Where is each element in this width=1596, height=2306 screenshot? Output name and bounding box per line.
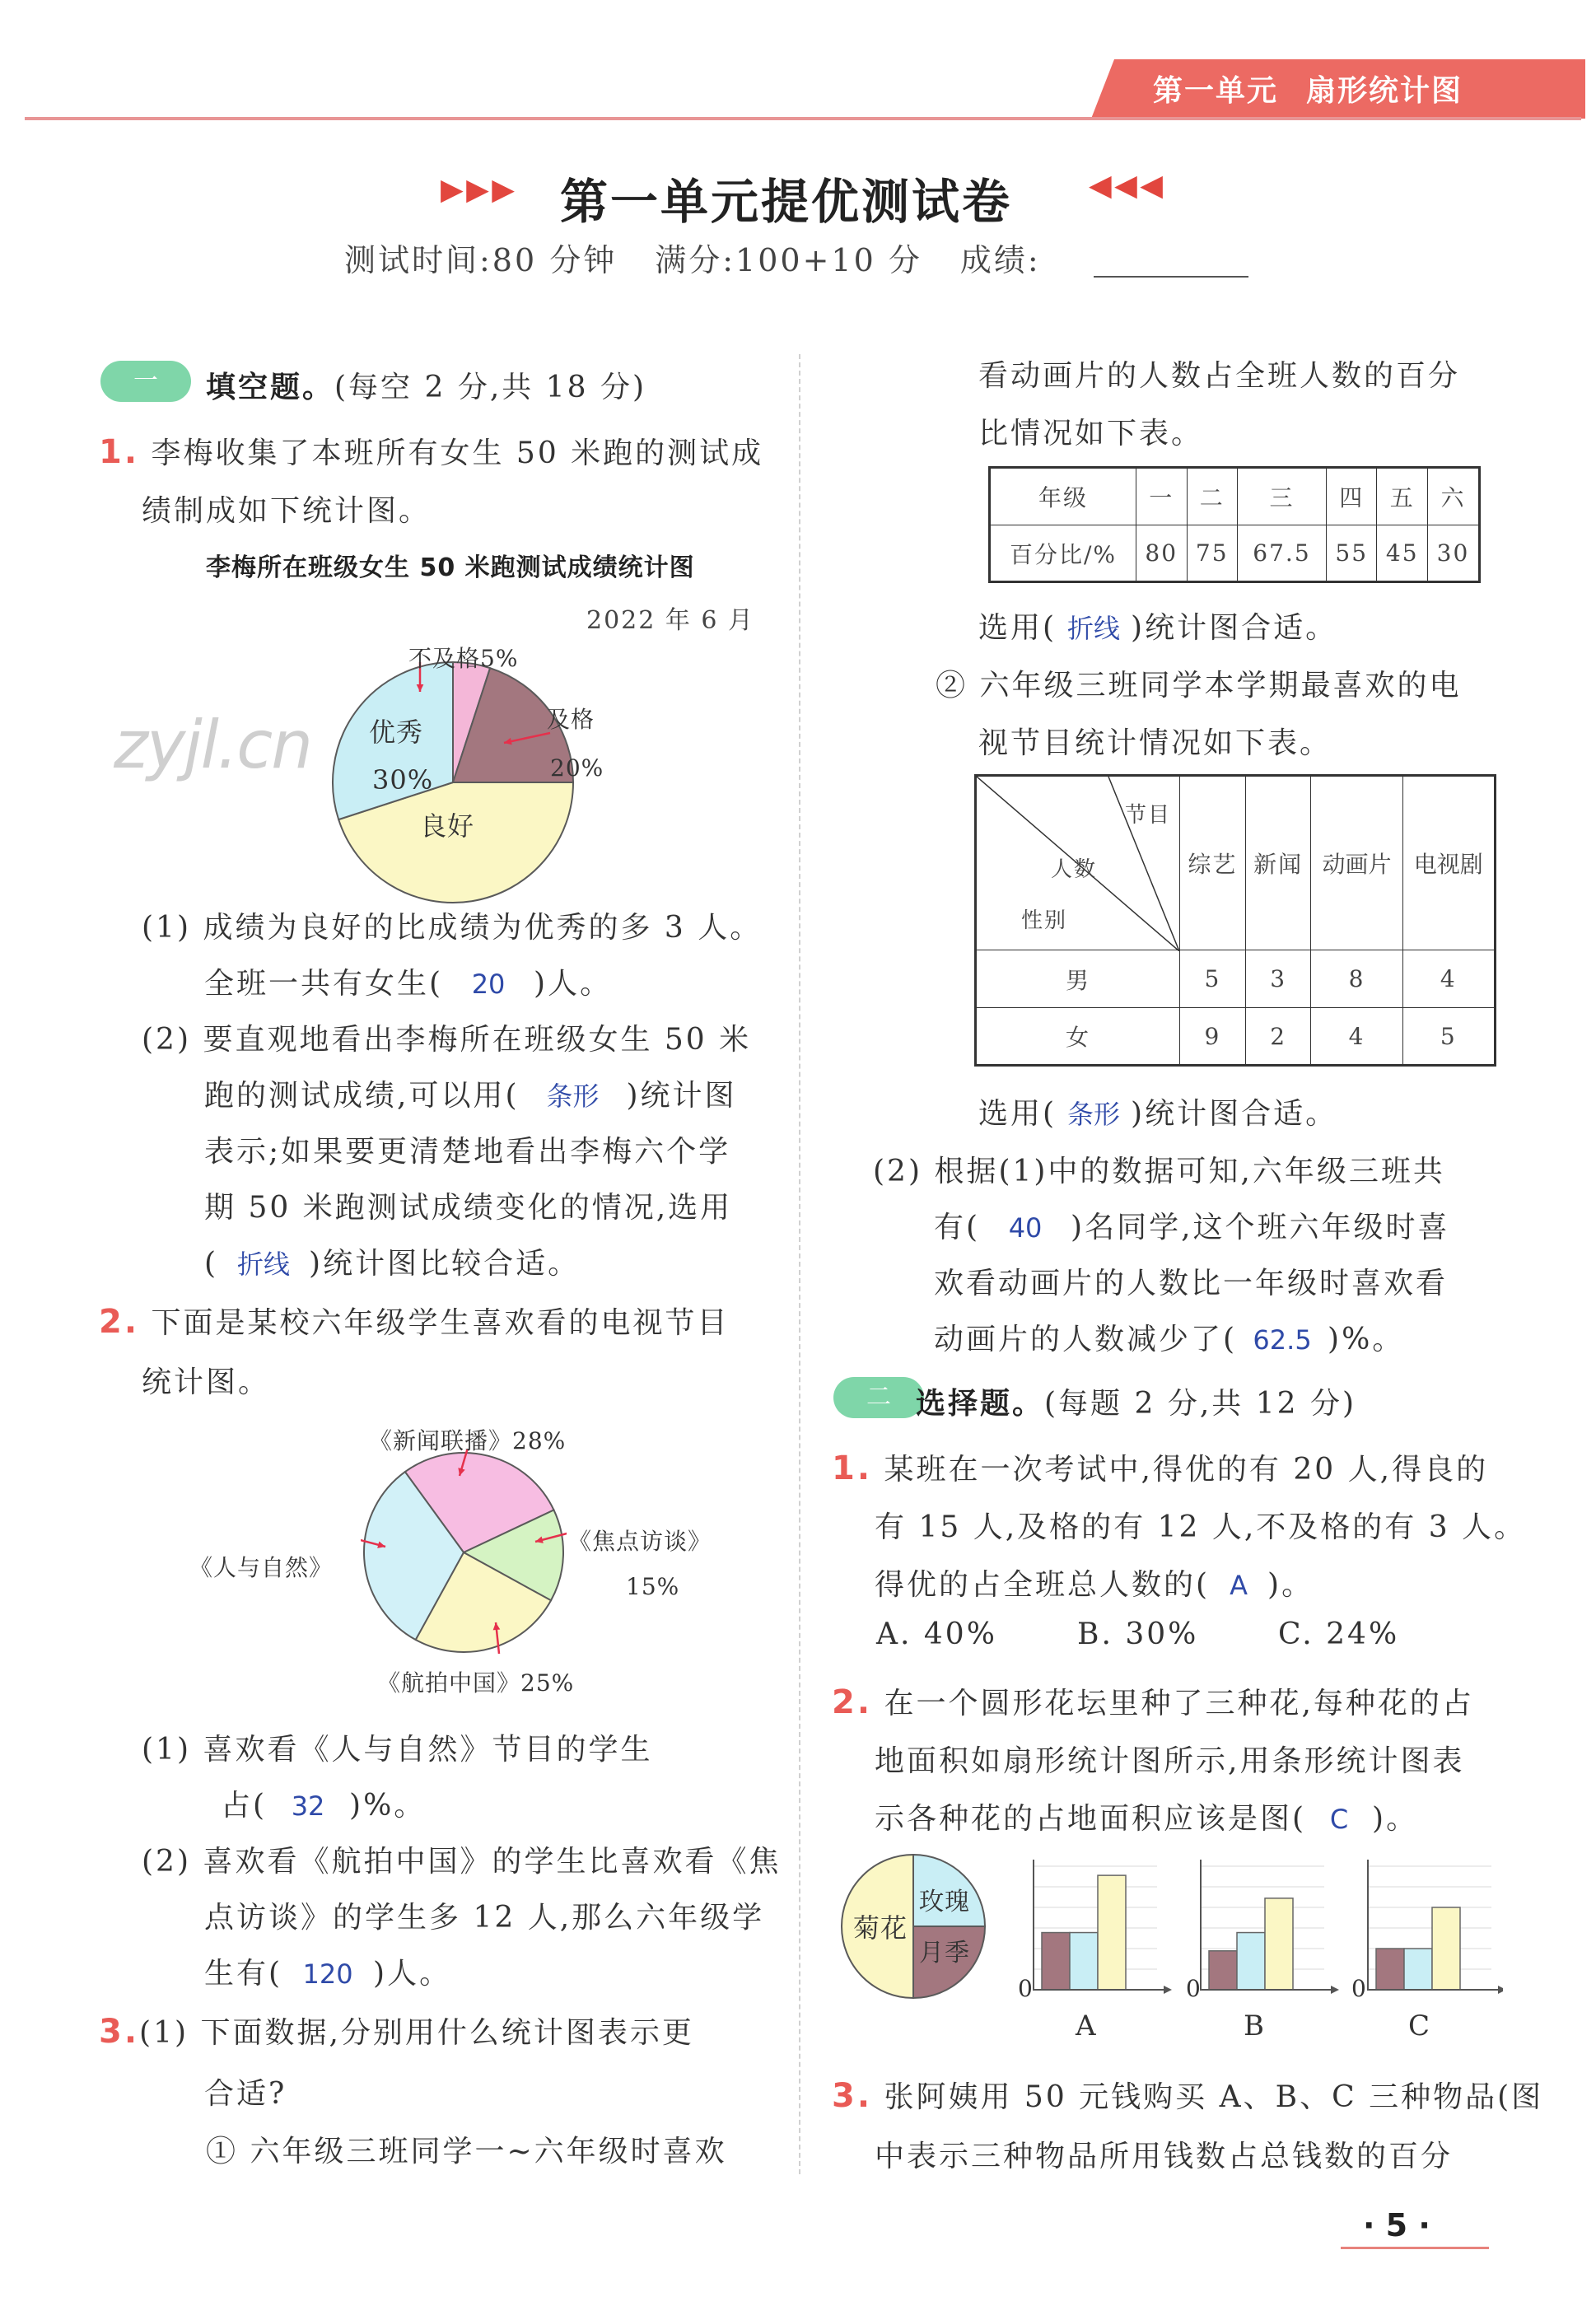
s2q2-opt-b[interactable]: B	[1244, 2010, 1265, 2042]
q3-part2-line1: (2) 根据(1)中的数据可知,六年级三班共	[873, 1155, 1445, 1188]
s2q3-line2: 中表示三种物品所用钱数占总钱数的百分	[875, 2140, 1454, 2173]
q1-chart-date: 2022 年 6 月	[586, 606, 755, 635]
s2q1-text4: )。	[1267, 1568, 1314, 1602]
t1-row-1: 80	[1136, 525, 1188, 582]
q1-label-good: 良好	[420, 810, 475, 842]
q2-line2: 统计图。	[142, 1365, 271, 1399]
option-C-bar-2	[1432, 1907, 1460, 1990]
q2-sub1-text: 占(	[221, 1789, 268, 1823]
s2q2-text3: 示各种花的占地面积应该是图(	[875, 1802, 1307, 1836]
q1-line1	[99, 430, 763, 472]
test-info	[344, 235, 1079, 280]
q1-sub2-answer2[interactable]: 折线	[237, 1249, 291, 1280]
q3-part2-unit: )%。	[1328, 1323, 1405, 1356]
s2q3-number: 3.	[832, 2077, 873, 2115]
s2q2-answer[interactable]: C	[1329, 1804, 1349, 1835]
q2-line1	[99, 1300, 730, 1342]
q3-part2-line4	[934, 1316, 1404, 1358]
q3-select1-answer[interactable]: 折线	[1067, 613, 1121, 644]
t1-row-4: 55	[1326, 525, 1377, 582]
t1-row-0: 百分比/%	[990, 525, 1136, 582]
title-arrows-right-icon: ◀ ◀ ◀	[1089, 169, 1160, 203]
option-C-bar-1	[1404, 1949, 1432, 1990]
q2-sub2-answer[interactable]: 120	[302, 1958, 353, 1990]
s2q2-zero-b: 0	[1186, 1975, 1202, 2002]
q3-number: 3.	[99, 2013, 140, 2051]
q1-sub1-line2	[204, 960, 612, 1002]
page-number: · 5 ·	[1363, 2207, 1430, 2243]
q1-label-fail: 不及格5%	[408, 645, 519, 672]
q3-part2-line3: 欢看动画片的人数比一年级时喜欢看	[934, 1267, 1449, 1300]
t2-row-female-label: 女	[976, 1008, 1180, 1066]
q2-sub2-line3	[204, 1950, 451, 1992]
t1-head-3: 三	[1238, 468, 1327, 525]
q3-select1	[978, 605, 1337, 647]
t2-corner-top: 节目	[1125, 803, 1172, 828]
option-B-axis-arrow	[1331, 1986, 1339, 1994]
t1-head-5: 五	[1377, 468, 1428, 525]
q1-sub2-text2: )统计图	[626, 1079, 737, 1113]
q3-select2-text2: )统计图合适。	[1131, 1097, 1338, 1131]
section1-header	[206, 364, 646, 406]
score-label: 成绩:	[959, 242, 1041, 278]
q1-sub2-text3: )统计图比较合适。	[309, 1247, 581, 1281]
s2q1-option-b: B. 30%	[1077, 1617, 1199, 1651]
q1-sub1-text: 全班一共有女生(	[204, 967, 444, 1001]
t1-head-2: 二	[1187, 468, 1238, 525]
q3-line1	[99, 2010, 694, 2052]
option-B-bar-2	[1265, 1898, 1293, 1990]
test-time: 测试时间:80 分钟	[344, 242, 618, 278]
s2q1-text1: 某班在一次考试中,得优的有 20 人,得良的	[884, 1453, 1489, 1487]
q3-part2-answer2[interactable]: 62.5	[1253, 1324, 1312, 1356]
t1-head-4: 四	[1326, 468, 1377, 525]
s2q2-line1	[832, 1680, 1474, 1722]
q2-label-aerial: 《航拍中国》25%	[377, 1669, 575, 1697]
t2-corner	[976, 776, 1180, 950]
q3-select2-answer[interactable]: 条形	[1067, 1099, 1121, 1130]
q3-line3: ① 六年级三班同学一~六年级时喜欢	[206, 2135, 727, 2168]
q1-sub2-text: 跑的测试成绩,可以用(	[204, 1079, 520, 1113]
t1-head-6: 六	[1427, 468, 1479, 525]
q2-number: 2.	[99, 1303, 140, 1341]
section1-badge: 一	[100, 361, 191, 402]
q2-sub2-unit: )人。	[373, 1957, 452, 1991]
q2-sub2-line2: 点访谈》的学生多 12 人,那么六年级学	[204, 1901, 765, 1935]
q2-label-news: 《新闻联播》28%	[369, 1427, 567, 1454]
header-text	[1153, 68, 1491, 110]
s2q2-line3	[875, 1795, 1418, 1837]
q2-pie-chart	[361, 1449, 567, 1655]
section1-title: 填空题。	[206, 370, 335, 404]
full-score: 满分:100+10 分	[655, 242, 922, 278]
option-A-axis-arrow	[1164, 1986, 1172, 1994]
t1-row-6: 30	[1427, 525, 1479, 582]
s2q1-line2: 有 15 人,及格的有 12 人,不及格的有 3 人。	[875, 1510, 1527, 1544]
q3-item2-line2: 视节目统计情况如下表。	[978, 726, 1332, 760]
section2-badge: 二	[833, 1377, 924, 1418]
q1-sub1-answer[interactable]: 20	[471, 969, 506, 1000]
s2q2-label-rose: 玫瑰	[919, 1888, 970, 1916]
s2q1-line3	[875, 1561, 1314, 1603]
q3-text1: (1) 下面数据,分别用什么统计图表示更	[139, 2016, 694, 2050]
q2-label-focus-pct: 15%	[626, 1573, 680, 1600]
s2q2-opt-c[interactable]: C	[1408, 2010, 1431, 2042]
t2-corner-bot: 性别	[1021, 908, 1068, 933]
q3-cont-line2: 比情况如下表。	[978, 417, 1204, 450]
t2-col-3: 电视剧	[1402, 776, 1495, 950]
q2-sub2-line1: (2) 喜欢看《航拍中国》的学生比喜欢看《焦	[142, 1845, 782, 1879]
t2-col-2: 动画片	[1311, 776, 1402, 950]
q3-part2-line2	[934, 1204, 1450, 1246]
t2-male-3: 4	[1402, 950, 1495, 1008]
t1-row-5: 45	[1377, 525, 1428, 582]
q1-text1: 李梅收集了本班所有女生 50 米跑的测试成	[151, 436, 764, 470]
option-B-bar-0	[1209, 1951, 1237, 1990]
s2q2-number: 2.	[832, 1683, 873, 1721]
q2-label-focus: 《焦点访谈》	[568, 1528, 712, 1555]
s2q2-zero-c: 0	[1351, 1975, 1367, 2002]
q2-sub2-text: 生有(	[204, 1957, 283, 1991]
t2-corner-mid: 人数	[1051, 857, 1098, 882]
q3-line2: 合适?	[204, 2077, 287, 2111]
option-A-bar-1	[1070, 1933, 1098, 1990]
s2q1-line1	[832, 1446, 1488, 1488]
s2q2-opt-a[interactable]: A	[1076, 2010, 1097, 2042]
s2q2-label-monthly: 月季	[919, 1939, 970, 1968]
t2-male-0: 5	[1180, 950, 1246, 1008]
section2-header	[916, 1380, 1356, 1422]
option-C-bar-0	[1376, 1949, 1404, 1990]
option-A-bar-0	[1042, 1933, 1070, 1990]
s2q1-answer[interactable]: A	[1230, 1570, 1248, 1601]
q3-select2-text: 选用(	[978, 1097, 1057, 1131]
q1-label-pass-pct: 20%	[550, 754, 604, 782]
page-number-underline	[1341, 2247, 1489, 2249]
q3-table1	[988, 466, 1481, 583]
s2q2-zero-a: 0	[1018, 1975, 1034, 2002]
section2-title: 选择题。	[916, 1386, 1045, 1421]
s2q3-text1: 张阿姨用 50 元钱购买 A、B、C 三种物品(图	[884, 2080, 1544, 2114]
q1-sub2-line2	[204, 1072, 737, 1114]
section2-note: (每题 2 分,共 12 分)	[1044, 1387, 1357, 1421]
t2-row-male-label: 男	[976, 950, 1180, 1008]
option-C-axis-arrow	[1498, 1986, 1503, 1994]
q3-item2-line1: ② 六年级三班同学本学期最喜欢的电	[936, 669, 1462, 703]
option-A-bar-2	[1098, 1875, 1126, 1990]
page-title: 第一单元提优测试卷	[560, 174, 1013, 230]
s2q2-label-chrys: 菊花	[853, 1912, 908, 1944]
watermark: zyjl.cn	[114, 707, 311, 783]
q1-sub2-line3: 表示;如果要更清楚地看出李梅六个学	[204, 1135, 731, 1169]
q2-label-nature: 《人与自然》	[189, 1554, 334, 1581]
t1-row-2: 75	[1187, 525, 1238, 582]
q3-part2-text3: 动画片的人数减少了(	[934, 1323, 1238, 1356]
q2-sub1-unit: )%。	[349, 1789, 427, 1823]
q3-select1-text: 选用(	[978, 611, 1057, 645]
q1-label-excellent: 优秀	[369, 717, 424, 748]
q1-sub2-line1: (2) 要直观地看出李梅所在班级女生 50 米	[142, 1023, 752, 1057]
t2-female-1: 2	[1245, 1008, 1311, 1066]
q2-sub1-answer[interactable]: 32	[291, 1790, 325, 1822]
q3-part2-answer1[interactable]: 40	[1008, 1212, 1043, 1244]
t2-male-2: 8	[1311, 950, 1402, 1008]
s2q2-text4: )。	[1372, 1802, 1419, 1836]
q2-sub1-line1: (1) 喜欢看《人与自然》节目的学生	[142, 1733, 653, 1767]
q3-select2	[978, 1090, 1337, 1132]
section1-note: (每空 2 分,共 18 分)	[334, 371, 647, 404]
t1-head-0: 年级	[990, 468, 1136, 525]
s2q3-line1	[832, 2074, 1543, 2116]
s2q2-bar-options	[1009, 1860, 1503, 2024]
option-B-bar-1	[1237, 1933, 1265, 1990]
q1-sub2-line4: 期 50 米跑测试成绩变化的情况,选用	[204, 1191, 733, 1225]
t2-female-2: 4	[1311, 1008, 1402, 1066]
q1-sub2-paren: (	[204, 1247, 219, 1281]
t1-head-1: 一	[1136, 468, 1188, 525]
t2-male-1: 3	[1245, 950, 1311, 1008]
q1-label-pass: 及格	[547, 706, 595, 733]
column-divider	[799, 354, 800, 2174]
t2-female-3: 5	[1402, 1008, 1495, 1066]
header-topic: 扇形统计图	[1306, 74, 1463, 108]
q3-part2-text2: )名同学,这个班六年级时喜	[1071, 1211, 1450, 1244]
q2-sub1-line2	[221, 1782, 426, 1824]
header-rule	[25, 117, 1581, 120]
s2q2-line2: 地面积如扇形统计图所示,用条形统计图表	[875, 1744, 1465, 1778]
s2q2-text1: 在一个圆形花坛里种了三种花,每种花的占	[884, 1687, 1474, 1720]
q1-number: 1.	[99, 433, 140, 471]
q1-chart-title: 李梅所在班级女生 50 米跑测试成绩统计图	[206, 553, 695, 582]
s2q1-number: 1.	[832, 1449, 873, 1487]
q1-sub1-line1: (1) 成绩为良好的比成绩为优秀的多 3 人。	[142, 911, 763, 945]
header-unit: 第一单元	[1153, 74, 1279, 108]
t2-col-1: 新闻	[1245, 776, 1311, 950]
q3-select1-text2: )统计图合适。	[1131, 611, 1338, 645]
q1-sub2-line5	[204, 1240, 580, 1282]
s2q1-text3: 得优的占全班总人数的(	[875, 1568, 1211, 1602]
title-arrows-left-icon: ▶ ▶ ▶	[441, 173, 511, 207]
t2-col-0: 综艺	[1180, 776, 1246, 950]
q1-line2: 绩制成如下统计图。	[142, 494, 432, 528]
q3-cont-line1: 看动画片的人数占全班人数的百分	[978, 359, 1461, 393]
s2q1-option-c: C. 24%	[1278, 1617, 1400, 1651]
q3-table2	[974, 774, 1496, 1067]
s2q1-option-a: A. 40%	[876, 1617, 997, 1651]
t2-female-0: 9	[1180, 1008, 1246, 1066]
q1-label-excellent-pct: 30%	[372, 764, 434, 796]
q3-part2-text: 有(	[934, 1211, 981, 1244]
t1-row-3: 67.5	[1238, 525, 1327, 582]
q1-sub2-answer1[interactable]: 条形	[546, 1081, 600, 1112]
score-blank[interactable]	[1094, 276, 1248, 278]
q2-text1: 下面是某校六年级学生喜欢看的电视节目	[151, 1306, 730, 1340]
q1-sub1-unit: )人。	[534, 967, 613, 1001]
q1-pie-chart	[329, 659, 576, 906]
